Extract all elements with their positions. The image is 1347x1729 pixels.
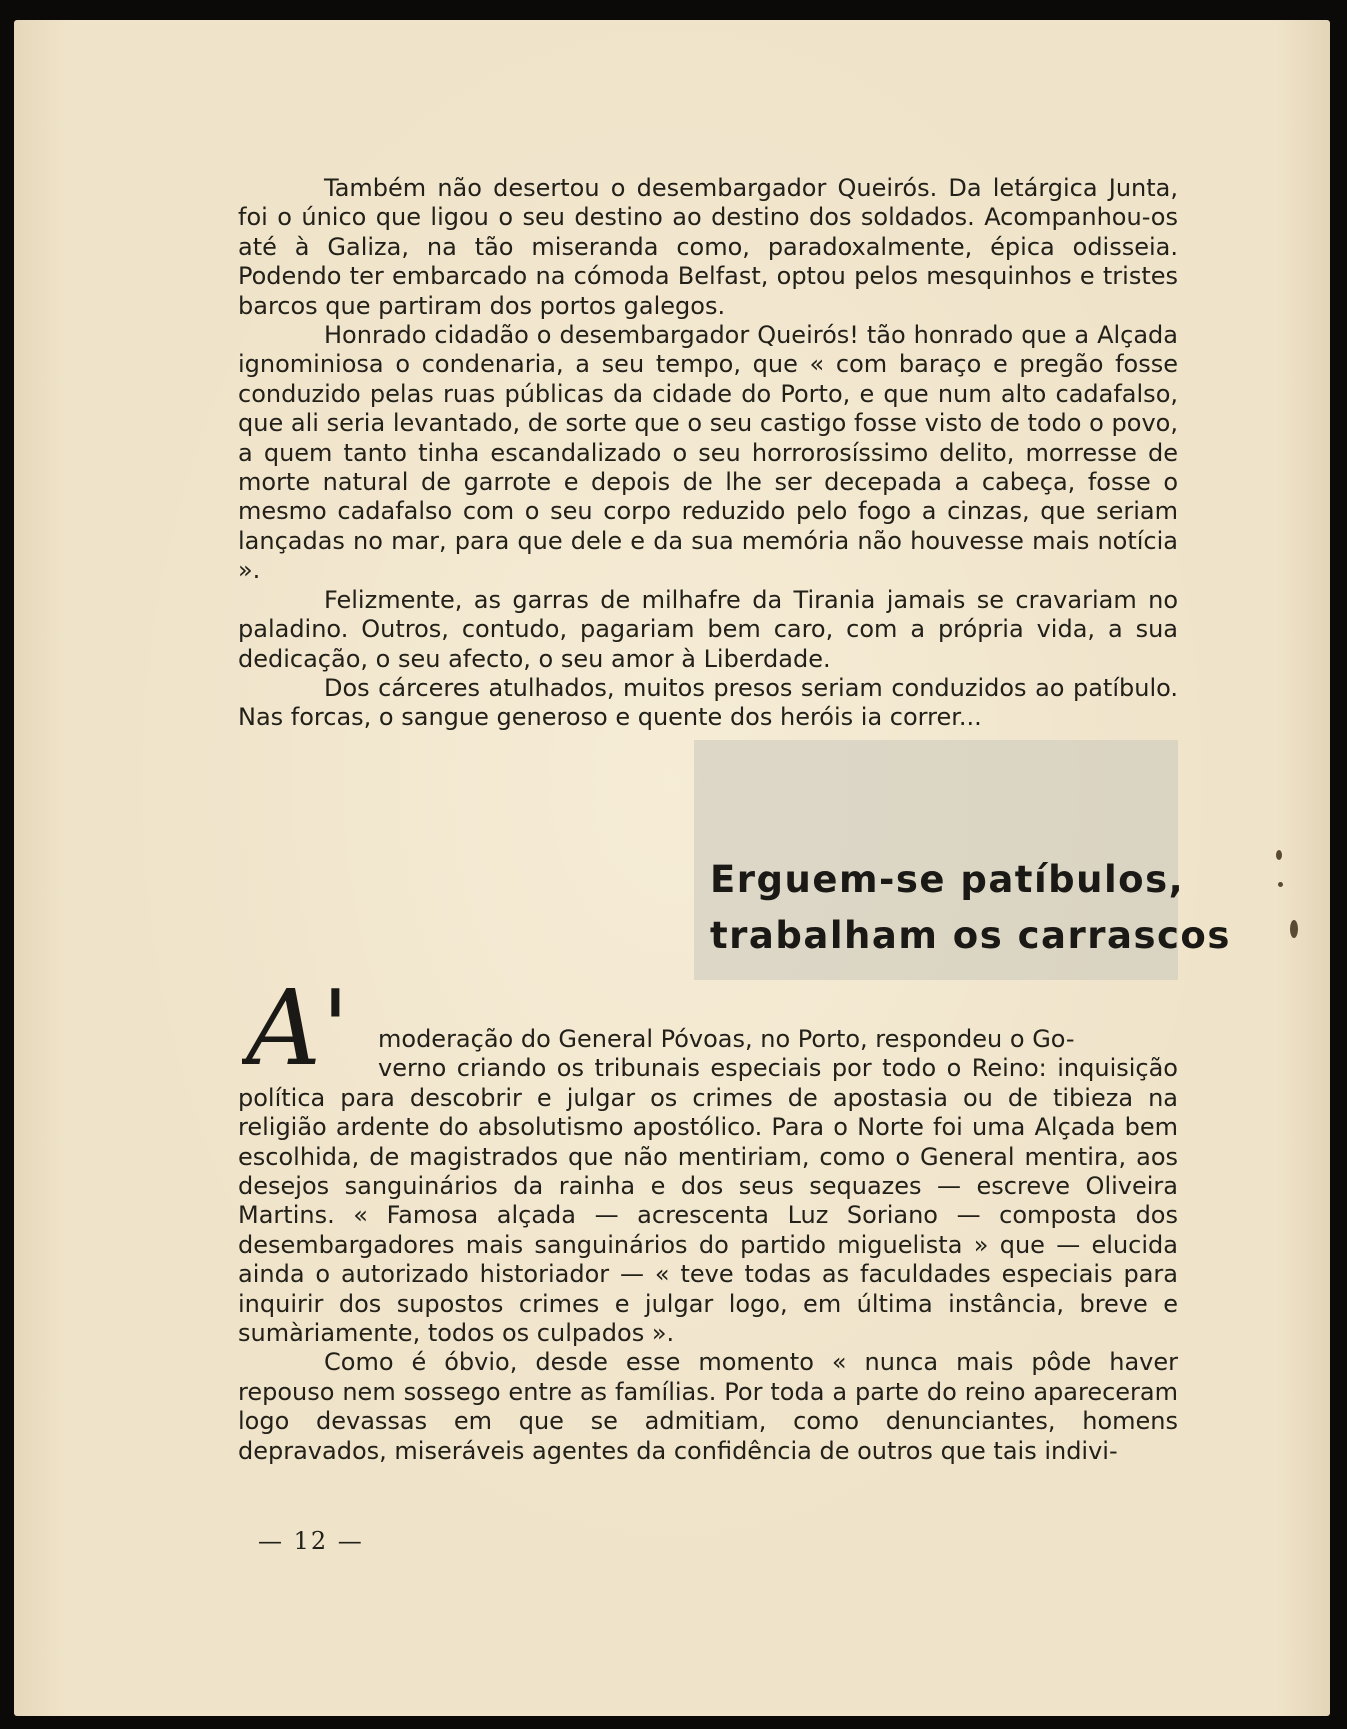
paper-speck-1 [1276, 850, 1282, 860]
dropcap-letter: A' [246, 968, 350, 1080]
heading-line-2: trabalham os carrascos [710, 914, 1231, 957]
page-number: — 12 — [258, 1527, 364, 1555]
heading-line-1: Erguem-se patíbulos, [710, 858, 1185, 901]
paragraph-felizmente: Felizmente, as garras de milhafre da Tirania jamais se cravariam no paladino. Outros, contudo, pagariam bem caro, com a própria vida, a sua dedicação, o seu afecto, o seu amor à Liberdade. [238, 585, 1178, 673]
document-page [14, 20, 1330, 1716]
paragraph-queiros-intro: Também não desertou o desembargador Queirós. Da letárgica Junta, foi o único que ligou o seu destino ao destino dos soldados. Acompanhou-os até à Galiza, na tão miseranda como, paradoxalmente, épica odisseia. Podendo ter embarcado na cómoda Belfast, optou pelos mesquinhos e tristes barcos que partiram dos portos galegos. [238, 174, 1178, 320]
paragraph-carceres: Dos cárceres atulhados, muitos presos seriam conduzidos ao patíbulo. Nas forcas, o sangue generoso e quente dos heróis ia correr... [238, 673, 1178, 732]
paragraph-como-e-obvio: Como é óbvio, desde esse momento « nunca mais pôde haver repouso nem sossego entre as famílias. Por toda a parte do reino apareceram logo devassas em que se admitiam, como denunciantes, homens depravados, miseráveis agentes da confidência de outros que tais indivi- [238, 1348, 1178, 1465]
paragraph-moderacao-first-line: moderação do General Póvoas, no Porto, respondeu o Go- [378, 1025, 1075, 1053]
paragraph-honrado-cidadao: Honrado cidadão o desembargador Queirós! tão honrado que a Alçada ignominiosa o condenaria, a seu tempo, que « com baraço e pregão fosse conduzido pelas ruas públicas da cidade do Porto, e que num alto cadafalso, que ali seria levantado, de sorte que o seu castigo fosse visto de todo o povo, a quem tanto tinha escandalizado o seu horrorosíssimo delito, morresse de morte natural de garrote e depois de lhe ser decepada a cabeça, fosse o mesmo cadafalso com o seu corpo reduzido pelo fogo a cinzas, que seriam lançadas no mar, para que dele e da sua memória não houvesse mais notícia ». [238, 321, 1178, 585]
top-text-block [238, 174, 1178, 733]
lower-text-block [238, 1025, 1178, 1466]
paper-speck-2 [1290, 920, 1298, 938]
section-heading [710, 852, 1231, 964]
paragraph-governo-tribunais: verno criando os tribunais especiais por todo o Reino: inquisição política para descobrir e julgar os crimes de apostasia ou de tibieza na religião ardente do absolutismo apostólico. Para o Norte foi uma Alçada bem escolhida, de magistrados que não mentiriam, como o General mentira, aos desejos sanguinários da rainha e dos seus sequazes — escreve Oliveira Martins. « Famosa alçada — acrescenta Luz Soriano — composta dos desembargadores mais sanguinários do partido miguelista » que — elucida ainda o autorizado historiador — « teve todas as faculdades especiais para inquirir dos supostos crimes e julgar logo, em última instância, breve e sumàriamente, todos os culpados ». [238, 1054, 1178, 1348]
paper-speck-3 [1278, 882, 1283, 887]
